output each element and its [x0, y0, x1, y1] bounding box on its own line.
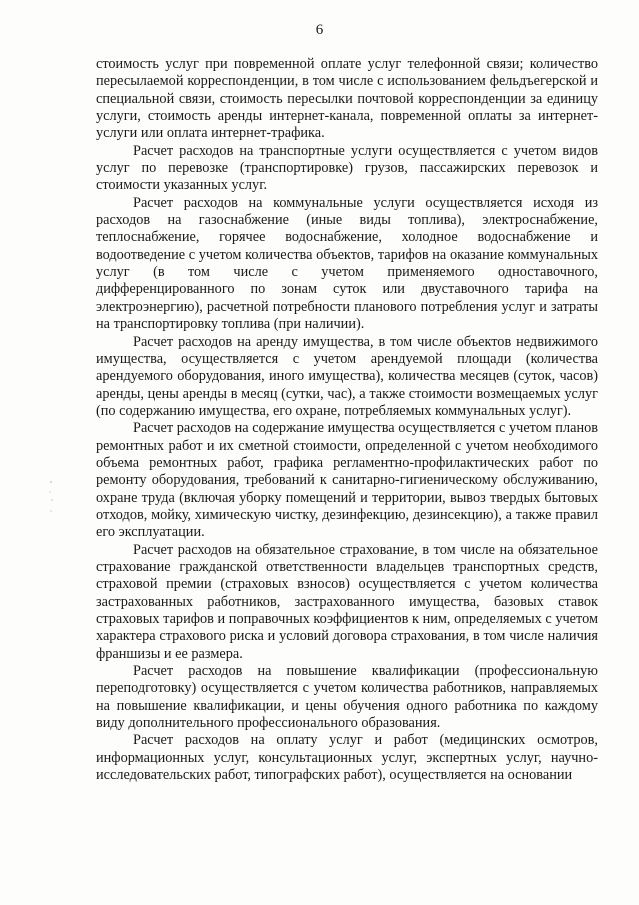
scan-artifact: [48, 478, 54, 518]
page-number: 6: [315, 22, 324, 38]
paragraph-transport: Расчет расходов на транспортные услуги осуществляется с учетом видов услуг по перевозке (транспортировке) грузов, пассажирских перевозок и стоимости указанных услуг.: [96, 142, 598, 194]
document-body: [96, 56, 598, 784]
paragraph-training: Расчет расходов на повышение квалификации (профессиональную переподготовку) осуществляется с учетом количества работников, направляемых на повышение квалификации, и цены обучения одного работника по каждому виду дополнительного профессионального образования.: [96, 663, 598, 732]
paragraph-continuation: стоимость услуг при повременной оплате услуг телефонной связи; количество пересылаемой корреспонденции, в том числе с использованием фельдъегерской и специальной связи, стоимость пересылки почтовой корреспонденции за единицу услуги, стоимость аренды интернет-канала, повременной оплаты за интернет-услуги или оплата интернет-трафика.: [96, 56, 598, 142]
paragraph-rent: Расчет расходов на аренду имущества, в том числе объектов недвижимого имущества, осуществляется с учетом арендуемой площади (количества арендуемого оборудования, иного имущества), количества месяцев (суток, часов) аренды, цены аренды в месяц (сутки, час), а также стоимости возмещаемых услуг (по содержанию имущества, его охране, потребляемых коммунальных услуг).: [96, 333, 598, 419]
paragraph-insurance: Расчет расходов на обязательное страхование, в том числе на обязательное страхование гражданской ответственности владельцев транспортных средств, страховой премии (страховых взносов) осуществляется с учетом количества застрахованных работников, застрахованного имущества, базовых ставок страховых тарифов и поправочных коэффициентов к ним, определяемых с учетом характера страхового риска и условий договора страхования, в том числе наличия франшизы и ее размера.: [96, 541, 598, 662]
paragraph-services: Расчет расходов на оплату услуг и работ (медицинских осмотров, информационных услуг, консультационных услуг, экспертных услуг, научно-исследовательских работ, типографских работ), осуществляется на основании: [96, 732, 598, 784]
paragraph-maintenance: Расчет расходов на содержание имущества осуществляется с учетом планов ремонтных работ и их сметной стоимости, определенной с учетом необходимого объема ремонтных работ, графика регламентно-профилактических работ по ремонту оборудования, требований к санитарно-гигиеническому обслуживанию, охране труда (включая уборку помещений и территории, вывоз твердых бытовых отходов, мойку, химическую чистку, дезинфекцию, дезинсекцию), а также правил его эксплуатации.: [96, 420, 598, 541]
paragraph-utilities: Расчет расходов на коммунальные услуги осуществляется исходя из расходов на газоснабжение (иные виды топлива), электроснабжение, теплоснабжение, горячее водоснабжение, холодное водоснабжение и водоотведение с учетом количества объектов, тарифов на оказание коммунальных услуг (в том числе с учетом применяемого одноставочного, дифференцированного по зонам суток или двуставочного тарифа на электроэнергию), расчетной потребности планового потребления услуг и затраты на транспортировку топлива (при наличии).: [96, 194, 598, 333]
